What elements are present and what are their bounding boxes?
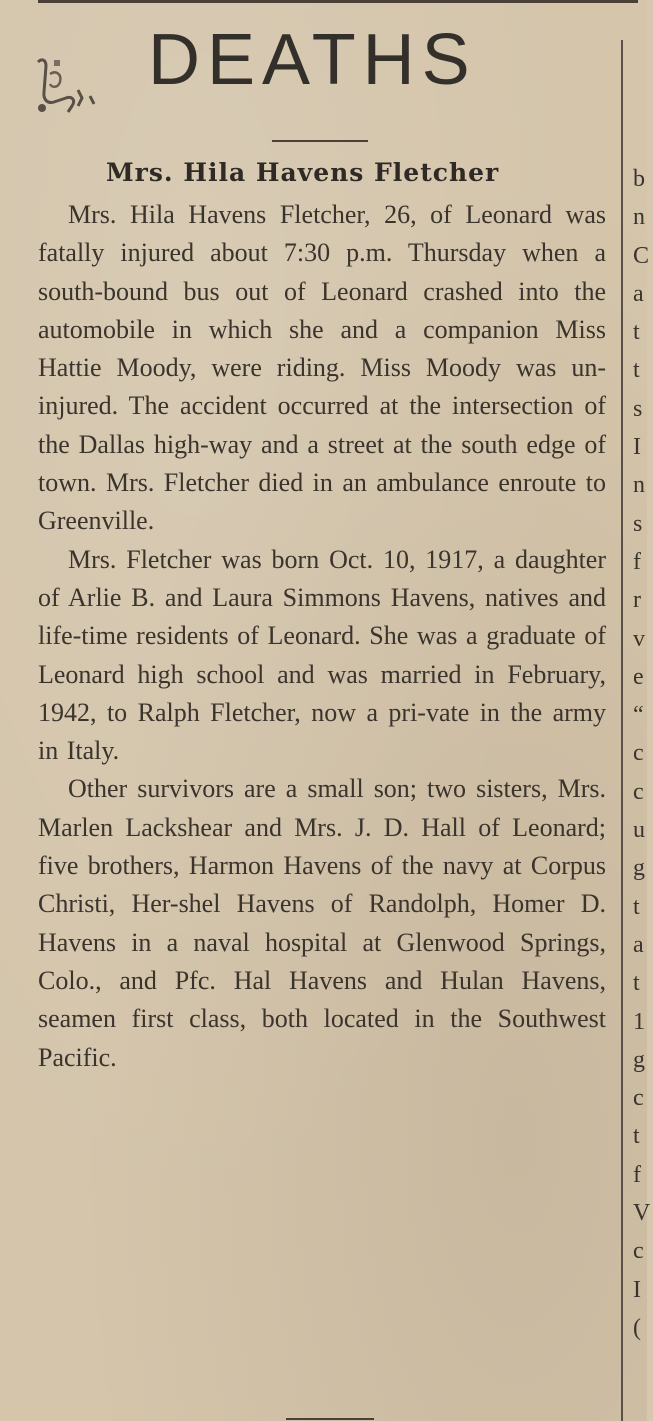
adjacent-letter: c: [633, 740, 644, 767]
adjacent-letter: a: [633, 280, 644, 307]
obituary-article: [38, 196, 606, 1077]
adjacent-column-fragment: [633, 160, 653, 1347]
adjacent-letter: s: [633, 395, 643, 422]
adjacent-letter: t: [633, 1123, 640, 1150]
adjacent-letter: 1: [633, 1008, 645, 1035]
headline-rule: [272, 140, 368, 142]
adjacent-letter: C: [633, 242, 650, 269]
top-rule: [38, 0, 638, 3]
adjacent-letter: V: [633, 1200, 651, 1227]
adjacent-letter: a: [633, 931, 644, 958]
adjacent-letter: f: [633, 548, 641, 575]
page-title: DEATHS: [148, 20, 477, 100]
adjacent-letter: f: [633, 1161, 641, 1188]
adjacent-letter: t: [633, 893, 640, 920]
adjacent-letter: u: [633, 817, 645, 844]
adjacent-letter: c: [633, 1238, 644, 1265]
adjacent-letter: I: [633, 1276, 641, 1303]
adjacent-letter: t: [633, 319, 640, 346]
adjacent-letter: g: [633, 1046, 645, 1073]
adjacent-letter: c: [633, 1085, 644, 1112]
adjacent-letter: g: [633, 855, 645, 882]
adjacent-letter: c: [633, 778, 644, 805]
adjacent-letter: t: [633, 970, 640, 997]
bottom-rule: [286, 1418, 374, 1420]
paragraph-survivors: Other survivors are a small son; two sisters, Mrs. Marlen Lackshear and Mrs. J. D. Hall of Leonard; five brothers, Harmon Havens of the navy at Corpus Christi, Her-shel Havens of Randolph, Homer D. Havens in a naval hospital at Glenwood Springs, Colo., and Pfc. Hal Havens and Hulan Havens, seamen first class, both located in the Southwest Pacific.: [38, 774, 606, 1072]
adjacent-letter: n: [633, 472, 645, 499]
adjacent-letter: “: [633, 702, 644, 729]
column-divider: [621, 40, 623, 1421]
adjacent-letter: (: [633, 1314, 641, 1341]
paragraph-accident: Mrs. Hila Havens Fletcher, 26, of Leonard was fatally injured about 7:30 p.m. Thursday when a south-bound bus out of Leonard crashed into the automobile in which she and a companion Miss Hattie Moody, were riding. Miss Moody was un-injured. The accident occurred at the intersection of the Dallas high-way and a street at the south edge of town. Mrs. Fletcher died in an ambulance enroute to Greenville.: [38, 200, 606, 536]
adjacent-letter: e: [633, 663, 644, 690]
adjacent-letter: I: [633, 434, 641, 461]
adjacent-letter: r: [633, 587, 641, 614]
adjacent-letter: s: [633, 510, 643, 537]
adjacent-letter: b: [633, 166, 645, 192]
adjacent-letter: t: [633, 357, 640, 384]
obituary-name-heading: Mrs. Hila Havens Fletcher: [106, 158, 500, 187]
adjacent-letter: n: [633, 204, 645, 231]
ornament-icon: [32, 52, 100, 118]
adjacent-letter: v: [633, 625, 645, 652]
paragraph-biography: Mrs. Fletcher was born Oct. 10, 1917, a daughter of Arlie B. and Laura Simmons Havens, natives and life-time residents of Leonard. She was a graduate of Leonard high school and was married in February, 1942, to Ralph Fletcher, now a pri-vate in the army in Italy.: [38, 544, 606, 766]
